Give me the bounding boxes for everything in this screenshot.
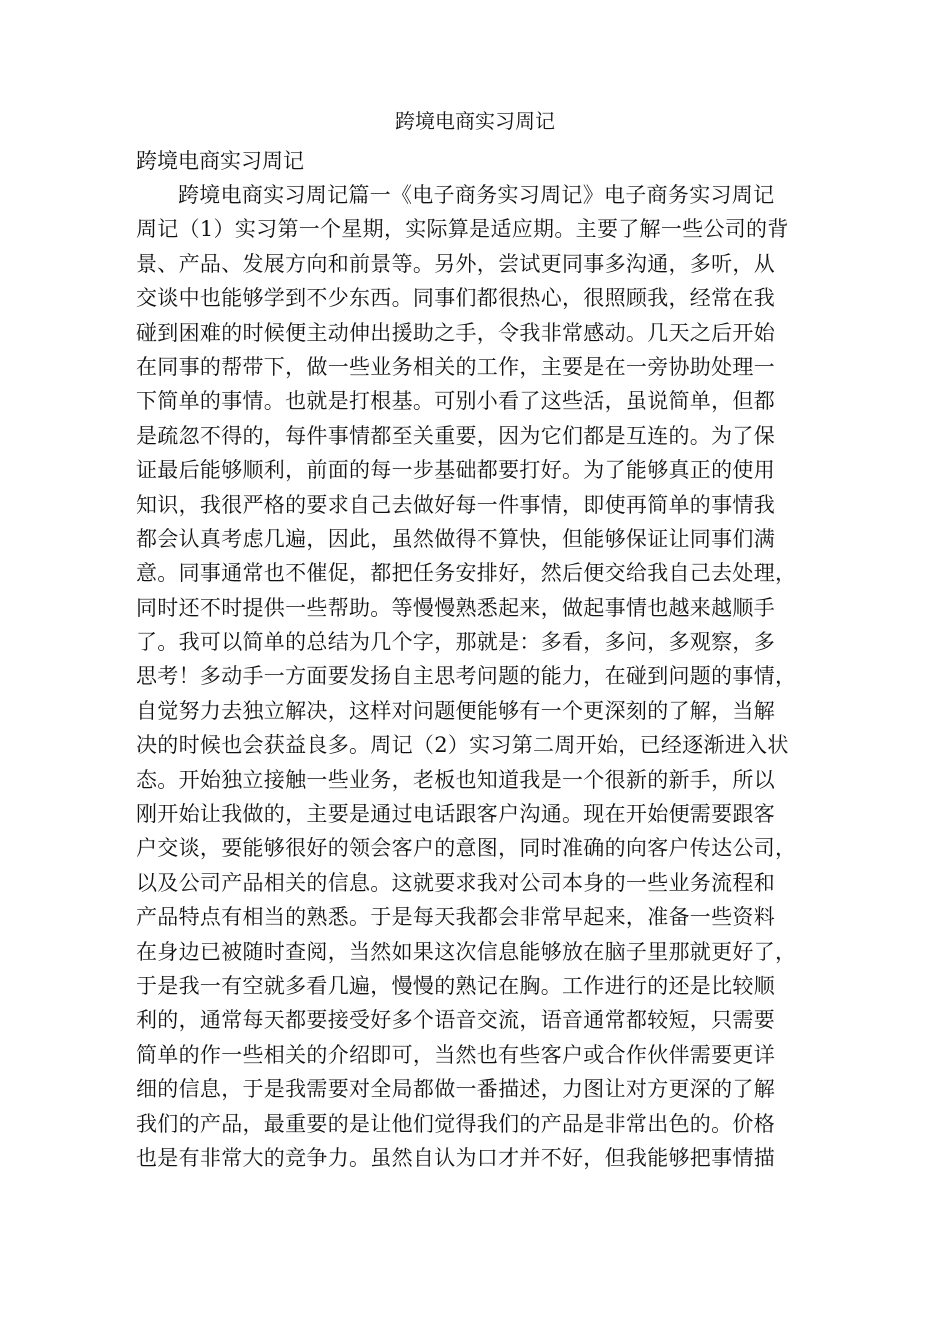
document-title: 跨境电商实习周记 (395, 109, 555, 133)
body-line: 是疏忽不得的，每件事情都至关重要，因为它们都是互连的。为了保 (136, 423, 775, 448)
body-line: 跨境电商实习周记篇一《电子商务实习周记》电子商务实习周记 (178, 183, 775, 207)
body-line: 碰到困难的时候便主动伸出援助之手，令我非常感动。几天之后开始 (136, 320, 775, 345)
body-line: 自觉努力去独立解决，这样对问题便能够有一个更深刻的了解，当解 (136, 698, 775, 723)
body-line: 意。同事通常也不催促，都把任务安排好，然后便交给我自己去处理， (136, 561, 797, 586)
body-line: 产品特点有相当的熟悉。于是每天我都会非常早起来，准备一些资料 (136, 905, 775, 930)
body-line: 知识，我很严格的要求自己去做好每一件事情，即使再简单的事情我 (136, 492, 775, 517)
body-line: 决的时候也会获益良多。周记（2）实习第二周开始，已经逐渐进入状 (136, 733, 789, 758)
body-line: 户交谈，要能够很好的领会客户的意图，同时准确的向客户传达公司， (136, 836, 797, 861)
body-line: 利的，通常每天都要接受好多个语音交流，语音通常都较短，只需要 (136, 1008, 775, 1033)
body-line: 刚开始让我做的，主要是通过电话跟客户沟通。现在开始便需要跟客 (136, 802, 775, 827)
body-line: 了。我可以简单的总结为几个字，那就是：多看，多问，多观察，多 (136, 630, 775, 655)
body-line: 都会认真考虑几遍，因此，虽然做得不算快，但能够保证让同事们满 (136, 526, 775, 551)
body-line: 景、产品、发展方向和前景等。另外，尝试更同事多沟通，多听，从 (136, 251, 775, 276)
body-line: 下简单的事情。也就是打根基。可别小看了这些活，虽说简单，但都 (136, 389, 775, 414)
body-line: 于是我一有空就多看几遍，慢慢的熟记在胸。工作进行的还是比较顺 (136, 973, 775, 998)
document-subtitle: 跨境电商实习周记 (136, 149, 304, 173)
body-line: 思考！多动手一方面要发扬自主思考问题的能力，在碰到问题的事情， (136, 664, 797, 689)
body-line: 简单的作一些相关的介绍即可，当然也有些客户或合作伙伴需要更详 (136, 1042, 775, 1067)
body-line: 我们的产品，最重要的是让他们觉得我们的产品是非常出色的。价格 (136, 1111, 775, 1136)
body-line: 以及公司产品相关的信息。这就要求我对公司本身的一些业务流程和 (136, 870, 775, 895)
body-line: 周记（1）实习第一个星期，实际算是适应期。主要了解一些公司的背 (136, 217, 789, 242)
body-line: 也是有非常大的竞争力。虽然自认为口才并不好，但我能够把事情描 (136, 1145, 775, 1170)
document-body (136, 178, 826, 1175)
body-line: 交谈中也能够学到不少东西。同事们都很热心，很照顾我，经常在我 (136, 286, 775, 311)
body-line: 同时还不时提供一些帮助。等慢慢熟悉起来，做起事情也越来越顺手 (136, 595, 775, 620)
body-line: 态。开始独立接触一些业务，老板也知道我是一个很新的新手，所以 (136, 767, 775, 792)
body-line: 证最后能够顺利，前面的每一步基础都要打好。为了能够真正的使用 (136, 458, 775, 483)
body-line: 细的信息，于是我需要对全局都做一番描述，力图让对方更深的了解 (136, 1077, 775, 1102)
body-line: 在身边已被随时查阅，当然如果这次信息能够放在脑子里那就更好了， (136, 939, 797, 964)
body-line: 在同事的帮带下，做一些业务相关的工作，主要是在一旁协助处理一 (136, 354, 775, 379)
